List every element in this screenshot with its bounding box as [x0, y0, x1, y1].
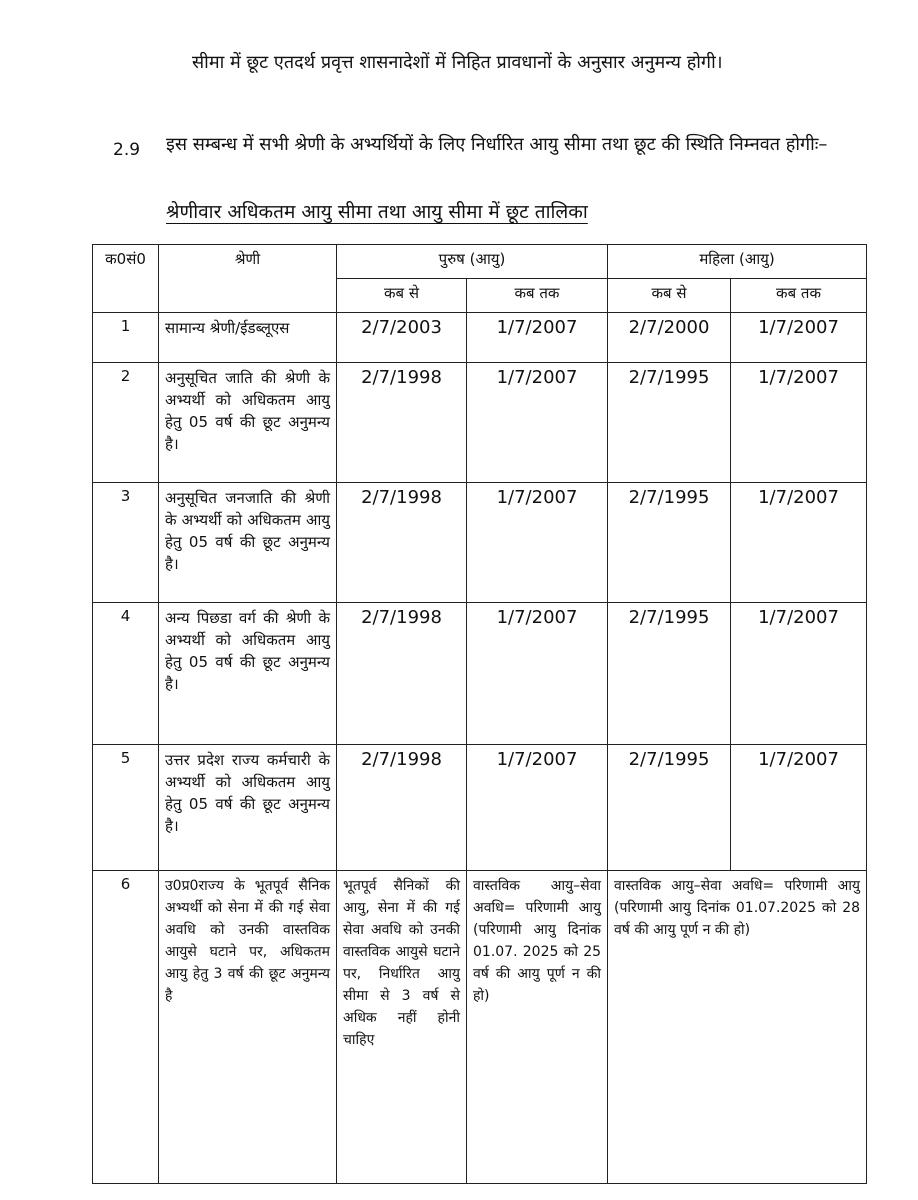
row-serial: 1 [93, 313, 159, 363]
table-row [93, 871, 867, 1184]
row-category: उत्तर प्रदेश राज्य कर्मचारी के अभ्यर्थी को अधिकतम आयु हेतु 05 वर्ष की छूट अनुमन्य है। [159, 745, 337, 871]
row-female-from: 2/7/1995 [608, 483, 731, 603]
row-serial: 5 [93, 745, 159, 871]
row-category: अनुसूचित जाति की श्रेणी के अभ्यर्थी को अधिकतम आयु हेतु 05 वर्ष की छूट अनुमन्य है। [159, 363, 337, 483]
row-male-to: 1/7/2007 [467, 483, 608, 603]
header-male-to: कब तक [467, 279, 608, 313]
header-female: महिला (आयु) [608, 245, 867, 279]
row-female-from: 2/7/2000 [608, 313, 731, 363]
header-male: पुरुष (आयु) [337, 245, 608, 279]
row-serial: 2 [93, 363, 159, 483]
table-row [93, 745, 867, 871]
row-male-from: 2/7/1998 [337, 363, 467, 483]
table-row [93, 483, 867, 603]
row-female-from: 2/7/1995 [608, 363, 731, 483]
intro-paragraph: सीमा में छूट एतदर्थ प्रवृत्त शासनादेशों में निहित प्रावधानों के अनुसार अनुमन्य होगी। [192, 52, 723, 73]
header-serial: क0सं0 [93, 245, 159, 313]
row-category: अनुसूचित जनजाति की श्रेणी के अभ्यर्थी को अधिकतम आयु हेतु 05 वर्ष की छूट अनुमन्य है। [159, 483, 337, 603]
row-category: उ0प्र0राज्य के भूतपूर्व सैनिक अभ्यर्थी को सेना में की गई सेवा अवधि को उनकी वास्तविक आयुसे घटाने पर, अधिकतम आयु हेतु 3 वर्ष की छूट अनुमन्य है [159, 871, 337, 1184]
row-male-to: 1/7/2007 [467, 363, 608, 483]
header-male-from: कब से [337, 279, 467, 313]
row-male-from: भूतपूर्व सैनिकों की आयु, सेना में की गई सेवा अवधि को उनकी वास्तविक आयुसे घटाने पर, निर्धारित आयु सीमा से 3 वर्ष से अधिक नहीं होनी चाहिए [337, 871, 467, 1184]
table-row [93, 363, 867, 483]
row-serial: 6 [93, 871, 159, 1184]
row-female-to: 1/7/2007 [731, 483, 867, 603]
row-category: अन्य पिछडा वर्ग की श्रेणी के अभ्यर्थी को अधिकतम आयु हेतु 05 वर्ष की छूट अनुमन्य है। [159, 603, 337, 745]
table-row [93, 603, 867, 745]
row-male-from: 2/7/1998 [337, 603, 467, 745]
row-serial: 3 [93, 483, 159, 603]
row-male-from: 2/7/1998 [337, 745, 467, 871]
header-female-to: कब तक [731, 279, 867, 313]
row-female-merged: वास्तविक आयु–सेवा अवधि= परिणामी आयु (परिणामी आयु दिनांक 01.07.2025 को 28 वर्ष की आयु पूर्ण न की हो) [608, 871, 867, 1184]
age-limit-table [92, 244, 867, 1184]
row-female-to: 1/7/2007 [731, 313, 867, 363]
table-header-row [93, 245, 867, 279]
row-male-to: 1/7/2007 [467, 603, 608, 745]
row-female-to: 1/7/2007 [731, 603, 867, 745]
row-serial: 4 [93, 603, 159, 745]
header-category: श्रेणी [159, 245, 337, 313]
row-male-to: वास्तविक आयु–सेवा अवधि= परिणामी आयु (परिणामी आयु दिनांक 01.07. 2025 को 25 वर्ष की आयु पूर्ण न की हो) [467, 871, 608, 1184]
row-female-from: 2/7/1995 [608, 603, 731, 745]
table-row [93, 313, 867, 363]
row-category: सामान्य श्रेणी/ईडब्लूएस [159, 313, 337, 363]
row-female-to: 1/7/2007 [731, 363, 867, 483]
row-male-from: 2/7/2003 [337, 313, 467, 363]
row-male-to: 1/7/2007 [467, 745, 608, 871]
table-title: श्रेणीवार अधिकतम आयु सीमा तथा आयु सीमा में छूट तालिका [166, 201, 588, 223]
row-male-from: 2/7/1998 [337, 483, 467, 603]
section-paragraph: इस सम्बन्ध में सभी श्रेणी के अभ्यर्थियों के लिए निर्धारित आयु सीमा तथा छूट की स्थिति निम्नवत होगीः– [166, 134, 828, 155]
row-female-from: 2/7/1995 [608, 745, 731, 871]
header-female-from: कब से [608, 279, 731, 313]
row-female-to: 1/7/2007 [731, 745, 867, 871]
section-number: 2.9 [113, 140, 141, 160]
row-male-to: 1/7/2007 [467, 313, 608, 363]
